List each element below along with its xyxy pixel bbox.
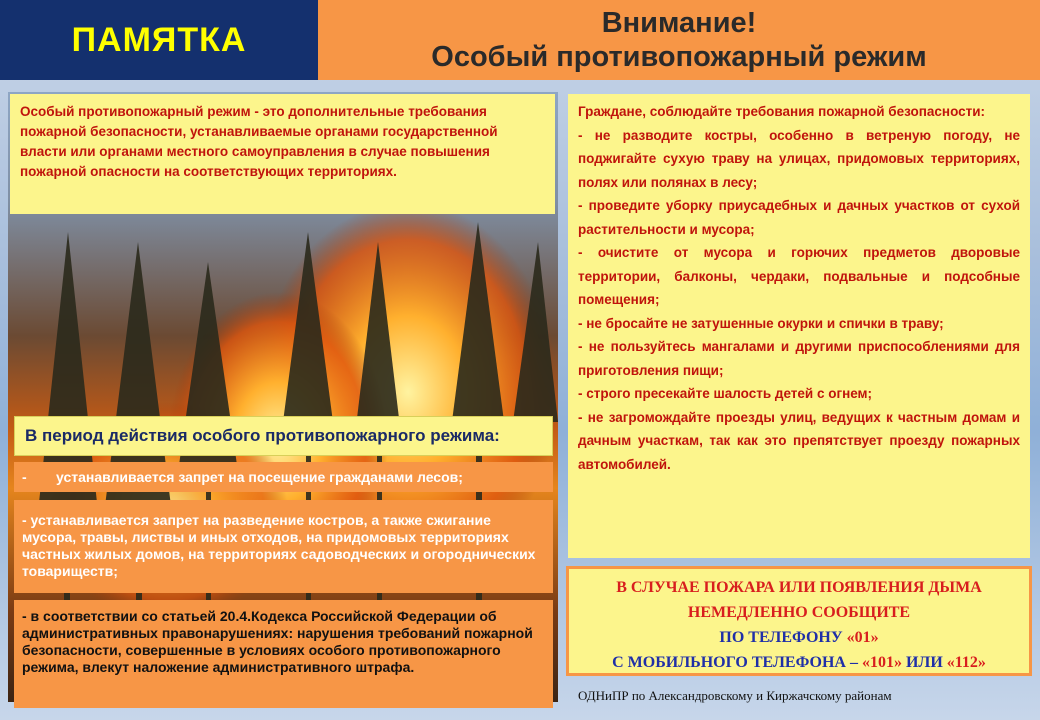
rule-forest-ban-text: устанавливается запрет на посещение гражданами лесов; (56, 468, 463, 485)
advice-line: - не пользуйтесь мангалами и другими приспособлениями для приготовления пищи; (578, 339, 1020, 378)
period-title-text: В период действия особого противопожарного режима: (25, 426, 500, 445)
citizens-advice-box (568, 94, 1030, 558)
emergency-line-2: НЕМЕДЛЕННО СООБЩИТЕ (687, 604, 911, 621)
rule-fine-text: - в соответствии со статьей 20.4.Кодекса Российской Федерации об административных правонарушениях: нарушения требований пожарной безопасности, совершенные в условиях особого противопожарного режима, влекут наложение административного штрафа. (22, 608, 533, 675)
definition-box (10, 94, 555, 214)
rule-fire-ban-text: - устанавливается запрет на разведение костров, а также сжигание мусора, травы, листвы и иных отходов, на придомовых территориях частных жилых домов, на территориях садоводческих и огороднических товариществ; (22, 512, 536, 579)
rule-forest-ban (14, 462, 553, 492)
phone-number-112: «112» (946, 654, 986, 671)
rule-fine (14, 600, 553, 708)
advice-line: - строго пресекайте шалость детей с огнем; (578, 386, 873, 401)
phone-number-01: «01» (846, 629, 879, 646)
rule-dash: - (22, 468, 27, 485)
advice-line: - очистите от мусора и горючих предметов дворовые территории, балконы, чердаки, подвальные и подсобные помещения; (578, 245, 1020, 307)
badge-label: ПАМЯТКА (71, 20, 247, 59)
header-title (318, 0, 1040, 80)
emergency-box (566, 566, 1032, 676)
footer-note: ОДНиПР по Александровскому и Киржачскому районам (578, 688, 892, 703)
emergency-line-1: В СЛУЧАЕ ПОЖАРА ИЛИ ПОЯВЛЕНИЯ ДЫМА (616, 579, 982, 596)
emergency-line-3 (569, 625, 1029, 650)
phone-number-101: «101» (861, 654, 902, 671)
phone-prefix: ПО ТЕЛЕФОНУ (719, 629, 847, 646)
period-title (14, 416, 553, 456)
definition-text: Особый противопожарный режим - это дополнительные требования пожарной безопасности, устанавливаемые органами государственной власти или органами местного самоуправления в случае повышения пожарной опасности на соответствующих территориях. (20, 104, 498, 179)
mobile-prefix: С МОБИЛЬНОГО ТЕЛЕФОНА – (612, 654, 862, 671)
advice-line: - не разводите костры, особенно в ветреную погоду, не поджигайте сухую траву на улицах, придомовых территориях, полях или полянах в лесу; (578, 127, 1020, 190)
title-line-1: Внимание! (601, 7, 757, 39)
advice-line: Граждане, соблюдайте требования пожарной безопасности: (578, 104, 986, 119)
header-badge (0, 0, 318, 80)
advice-line: - проведите уборку приусадебных и дачных участков от сухой растительности и мусора; (578, 198, 1020, 237)
title-line-2: Особый противопожарный режим (431, 41, 927, 73)
mobile-or: ИЛИ (901, 654, 947, 671)
emergency-line-4 (569, 650, 1029, 675)
rule-fire-ban (14, 500, 553, 593)
advice-line: - не бросайте не затушенные окурки и спички в траву; (578, 315, 944, 331)
advice-line: - не загромождайте проезды улиц, ведущих к частным домам и дачным участкам, так как это препятствует проезду пожарных автомобилей. (578, 409, 1020, 472)
